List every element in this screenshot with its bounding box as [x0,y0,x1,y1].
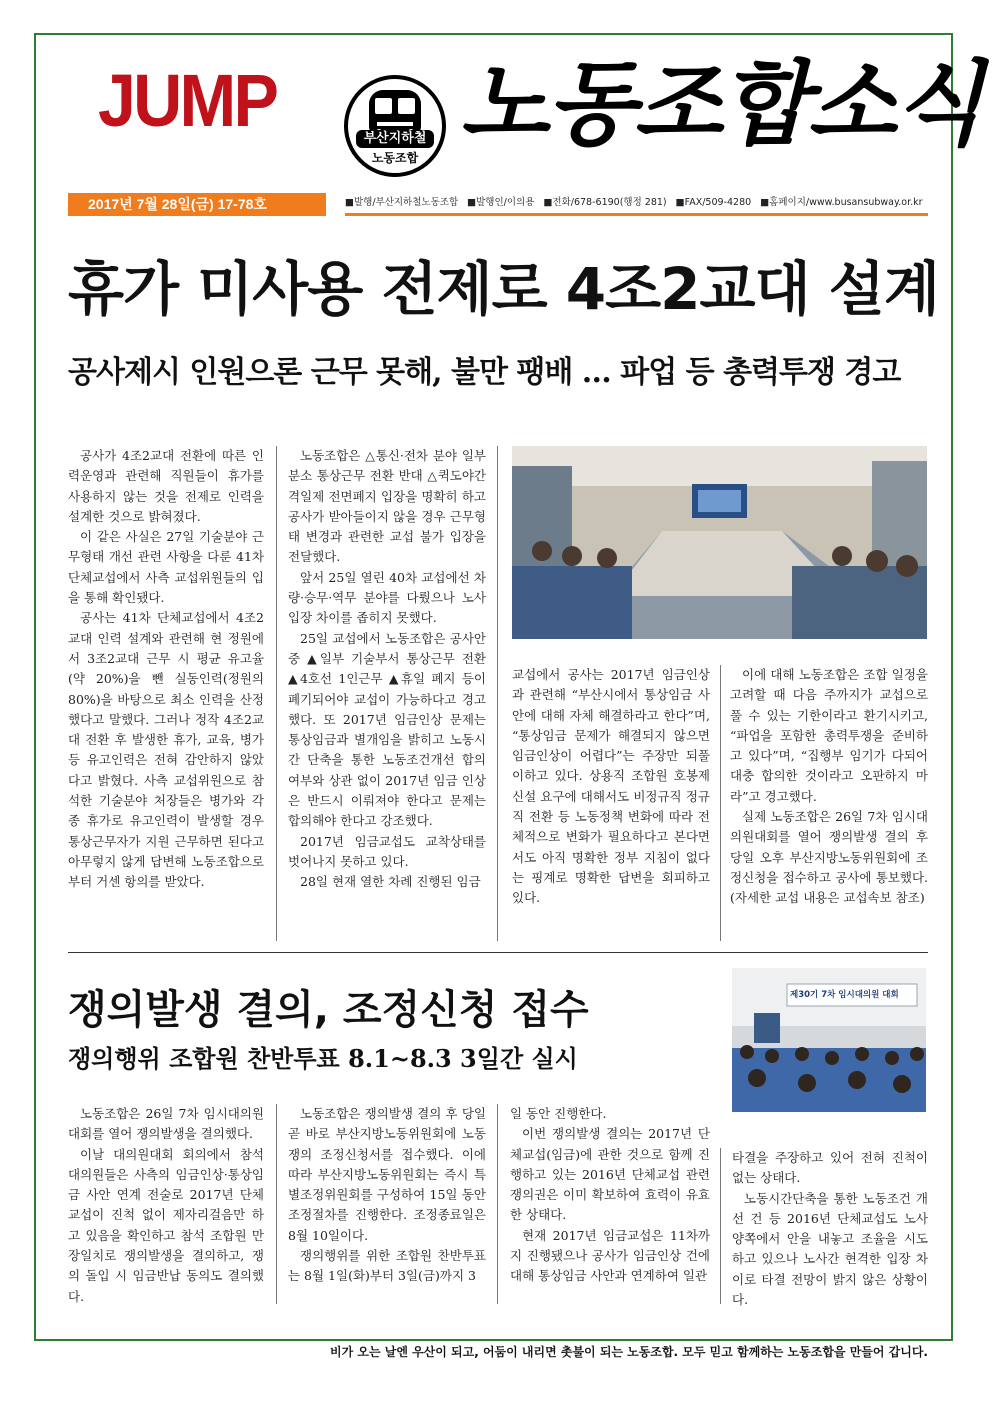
main-headline: 휴가 미사용 전제로 4조2교대 설계 [68,255,939,323]
paragraph: 현재 2017년 임금교섭은 11차까지 진행됐으나 공사가 임금인상 건에 대해 통상임금 사안과 연계하여 일관 [510,1227,710,1284]
footer-slogan: 비가 오는 날엔 우산이 되고, 어둠이 내리면 촛불이 되는 노동조합. 모두 믿고 함께하는 노동조합을 만들어 갑니다. [330,1345,928,1359]
paragraph: 공사가 4조2교대 전환에 따른 인력운영과 관련해 직원들이 휴가를 사용하지 않는 것을 전제로 인력을 설계한 것으로 밝혀졌다. [68,448,264,524]
paragraph: 노동시간단축을 통한 노동조건 개선 건 등 2016년 단체교섭도 노사 양쪽에서 안을 내놓고 조율을 시도하고 있으나 노사간 현격한 입장 차이로 타결 전망이 밝지 않은 상황이다. [732,1190,928,1308]
article1-column-3 [512,665,710,909]
info-publisher: ■발행/부산지하철노동조합 [345,197,459,208]
info-homepage: ■홈페이지/www.busansubway.or.kr [760,197,923,208]
article2-column-4 [732,1148,928,1310]
paragraph: 공사는 41차 단체교섭에서 4조2교대 인력 설계와 관련해 현 정원에서 3조2교대 근무 시 평균 유고율(약 20%)을 뺀 실동인력(정원의 80%)을 바탕으로 최소 인력을 산정했다고 말했다. 그러나 정작 4조2교대 전환 후 발생한 휴가, 교육, 병가 등 유고인력은 전혀 감안하지 않았다고 밝혔다. 사측 교섭위원으로 참석한 기술분야 처장들은 병가와 각종 휴가로 유고인력이 발생할 경우 통상근무자가 지원 근무하면 된다고 아무렇지 않게 답변해 노동조합으로부터 거센 항의를 받았다. [68,610,264,890]
column-divider [497,1104,498,1304]
paragraph: 2017년 임금교섭도 교착상태를 벗어나지 못하고 있다. [288,833,486,869]
article2-column-1 [68,1104,264,1307]
article1-column-4 [730,665,928,909]
paragraph: 25일 교섭에서 노동조합은 공사안 중 ▲일부 기술부서 통상근무 전환 ▲4호선 1인근무 ▲휴일 폐지 등이 폐기되어야 교섭이 가능하다고 경고했다. 또 2017년 임금인상 문제는 통상임금과 별개임을 밝히고 노동시간 단축을 통한 노동조건개선 합의 여부와 상관 없이 2017년 임금 인상은 반드시 이뤄져야 한다고 문제는 합의해야 한다고 강조했다. [288,630,486,829]
second-subheadline: 쟁의행위 조합원 찬반투표 8.1~8.3 3일간 실시 [68,1044,578,1073]
photo-banner-text: 제30기 7차 임시대의원 대회 [790,990,899,1000]
column-divider [720,1148,721,1304]
section-divider [68,952,928,953]
seal-text-bottom: 노동조합 [371,151,419,165]
column-divider [276,1104,277,1304]
paragraph: 앞서 25일 열린 40차 교섭에선 차량·승무·역무 분야를 다뤘으나 노사 입장 차이를 좁히지 못했다. [288,569,486,626]
info-editor: ■발행인/이의용 [467,197,535,208]
main-subheadline: 공사제시 인원으론 근무 못해, 불만 팽배 … 파업 등 총력투쟁 경고 [68,355,901,390]
article1-column-1 [68,446,264,893]
info-phone: ■전화/678-6190(행정 281) [543,197,667,208]
column-divider [497,446,498,941]
column-divider [276,446,277,941]
paragraph: 타결을 주장하고 있어 전혀 진척이 없는 상태다. [732,1150,928,1186]
paragraph: 교섭에서 공사는 2017년 임금인상과 관련해 “부산시에서 통상임금 사안에 대해 자체 해결하라고 한다”며, “통상임금 문제가 해결되지 않으면 임금인상이 어렵다”는 주장만 되풀이하고 있다. 상용직 조합원 호봉제 신설 요구에 대해서도 비정규직 정규직 전환 등 노동정책 변화에 따라 전체적으로 변화가 필요하다고 본다면서도 아직 명확한 정부 지침이 없다는 핑계로 명확한 답변을 회피하고 있다. [512,667,710,906]
date-issue-bar: 2017년 7월 28일(금) 17-78호 [68,193,326,216]
paragraph: 일 동안 진행한다. [510,1106,607,1121]
paragraph: 이번 쟁의발생 결의는 2017년 단체교섭(임금)에 관한 것으로 함께 진행하고 있는 2016년 단체교섭 관련 쟁의권은 이미 확보하여 효력이 유효한 상태다. [510,1126,710,1223]
column-divider [720,665,721,941]
paragraph: 실제 노동조합은 26일 7차 임시대의원대회를 열어 쟁의발생 결의 후 당일 오후 부산지방노동위원회에 조정신청을 접수하고 공사에 통보했다. (자세한 교섭 내용은 교섭속보 참조) [730,809,928,906]
seal-text-top: 부산지하철 [356,130,434,148]
paragraph: 쟁의행위를 위한 조합원 찬반투표는 8월 1일(화)부터 3일(금)까지 3 [288,1248,486,1284]
paragraph: 노동조합은 △통신·전차 분야 일부 분소 통상근무 전환 반대 △퀵도야간격일제 전면폐지 입장을 명확히 하고 공사가 받아들이지 않을 경우 근무형태 변경과 관련한 교섭 불가 입장을 전달했다. [288,448,486,565]
paragraph: 28일 현재 열한 차례 진행된 임금 [300,874,481,890]
article2-column-2 [288,1104,486,1287]
article1-column-2 [288,446,486,893]
jump-logo: JUMP [98,59,277,142]
second-headline: 쟁의발생 결의, 조정신청 접수 [68,987,589,1033]
meeting-room-photo [512,446,927,639]
masthead-title: 노동조합소식 [460,50,982,158]
paragraph: 이에 대해 노동조합은 조합 일정을 고려할 때 다음 주까지가 교섭으로 풀 수 있는 기한이라고 환기시키고, “파업을 포함한 총력투쟁을 준비하고 있다”며, “집행부 임기가 다되어 대충 합의한 것이라고 오판하지 마라”고 경고했다. [730,667,928,804]
paragraph: 이 같은 사실은 27일 기술분야 근무형태 개선 관련 사항을 다룬 41차 단체교섭에서 사측 교섭위원들의 입을 통해 확인됐다. [68,529,264,606]
publisher-info [345,193,928,216]
article2-column-3 [510,1104,710,1287]
paragraph: 노동조합은 26일 7차 임시대의원대회를 열어 쟁의발생을 결의했다. [68,1106,264,1142]
info-fax: ■FAX/509-4280 [675,197,752,208]
paragraph: 노동조합은 쟁의발생 결의 후 당일 곧 바로 부산지방노동위원회에 노동쟁의 조정신청서를 접수했다. 이에 따라 부산지방노동위원회는 즉시 특별조정위원회를 구성하여 15일 동안 조정절차를 진행한다. 조정종료일은 8월 10일이다. [288,1106,486,1243]
paragraph: 이날 대의원대회 회의에서 참석 대의원들은 사측의 임금인상·통상임금 사안 연계 전술로 2017년 단체교섭이 진척 없이 제자리걸음만 하고 있음을 확인하고 참석 조합원 만장일치로 쟁의발생을 결의하고, 쟁의 돌입 시 임금반납 동의도 결의했다. [68,1146,264,1304]
